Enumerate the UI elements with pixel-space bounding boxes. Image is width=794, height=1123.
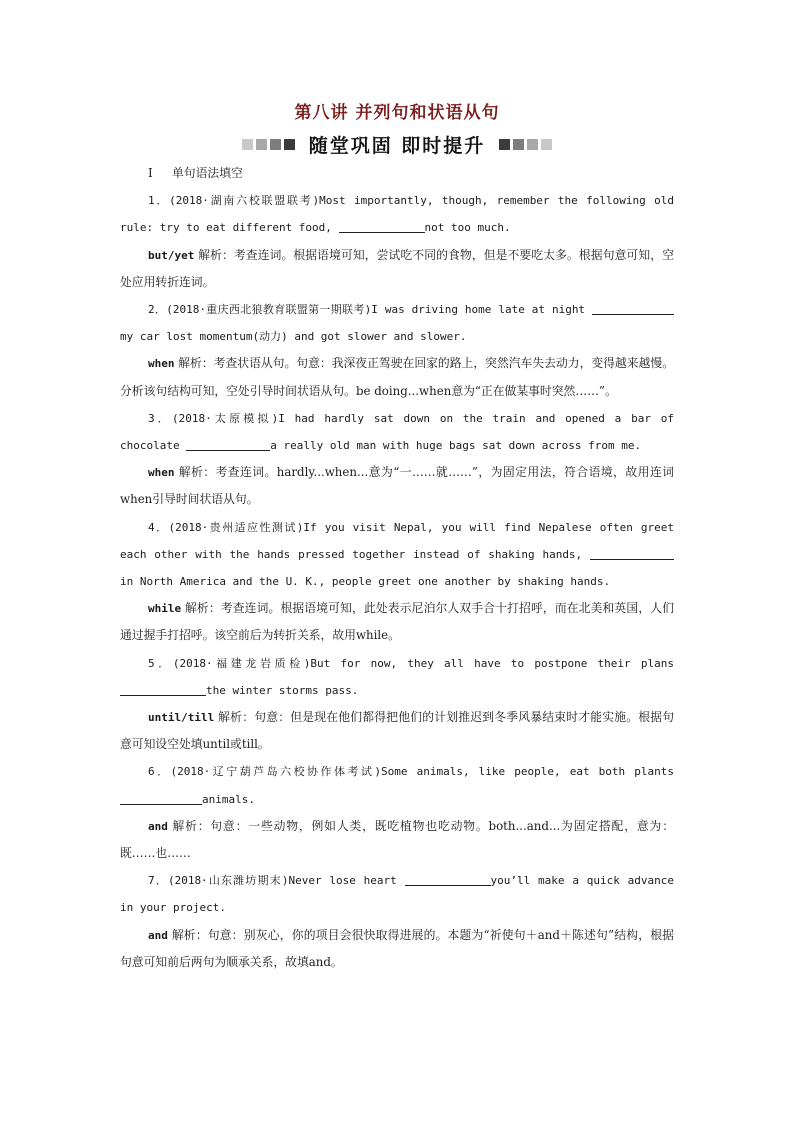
- answer-key: until/till: [148, 711, 215, 725]
- banner-square: [541, 139, 552, 150]
- answer-blank: [120, 790, 202, 805]
- answer-blank: [592, 300, 674, 315]
- answer-blank: [590, 545, 674, 560]
- section-numeral: Ⅰ: [148, 166, 153, 180]
- banner-squares-right: [499, 139, 552, 150]
- answer-analysis: when 解析：考查状语从句。句意：我深夜正驾驶在回家的路上，突然汽车失去动力，变得越来越慢。分析该句结构可知，空处引导时间状语从句。be doing...when意为“正在做某事时突然……”。: [120, 356, 674, 398]
- answer-analysis: until/till 解析：句意：但是现在他们都得把他们的计划推迟到冬季风暴结束时才能实施。根据句意可知设空处填until或till。: [120, 710, 674, 752]
- question-block: [120, 758, 674, 867]
- answer-analysis: and 解析：句意：别灰心，你的项目会很快取得进展的。本题为“祈使句＋and＋陈述句”结构，根据句意可知前后两句为顺承关系，故填and。: [120, 927, 674, 969]
- question-text: 2．(2018·重庆西北狼教育联盟第一期联考)I was driving home late at night my car lost momentum(动力) and got slower and slower.: [120, 296, 674, 350]
- answer-blank: [120, 681, 206, 696]
- question-block: [120, 867, 674, 976]
- banner-square: [270, 139, 281, 150]
- answer-blank: [339, 218, 425, 233]
- banner-square: [513, 139, 524, 150]
- banner-square: [256, 139, 267, 150]
- answer-key: but/yet: [148, 248, 195, 262]
- question-block: [120, 405, 674, 514]
- answer-analysis: but/yet 解析：考查连词。根据语境可知，尝试吃不同的食物，但是不要吃太多。根据句意可知，空处应用转折连词。: [120, 247, 674, 289]
- question-text: 6．(2018·辽宁葫芦岛六校协作体考试)Some animals, like people, eat both plantsanimals.: [120, 758, 674, 812]
- section-heading: [120, 160, 674, 187]
- banner-square: [527, 139, 538, 150]
- question-block: [120, 187, 674, 296]
- banner: [0, 130, 794, 158]
- answer-key: and: [148, 819, 168, 833]
- question-text: 3．(2018·太原模拟)I had hardly sat down on the train and opened a bar of chocolate a really old man with huge bags sat down across from me.: [120, 411, 674, 453]
- banner-square: [284, 139, 295, 150]
- question-text: 7．(2018·山东潍坊期末)Never lose heart you’ll make a quick advance in your project.: [120, 867, 674, 921]
- answer-analysis: and 解析：句意：一些动物，例如人类，既吃植物也吃动物。both...and...为固定搭配，意为：既……也……: [120, 818, 674, 861]
- answer-analysis: while 解析：考查连词。根据语境可知，此处表示尼泊尔人双手合十打招呼，而在北美和英国，人们通过握手打招呼。该空前后为转折关系，故用while。: [120, 601, 674, 643]
- banner-heading: 随堂巩固 即时提升: [308, 134, 486, 157]
- banner-square: [242, 139, 253, 150]
- question-block: [120, 514, 674, 650]
- answer-key: when: [148, 357, 175, 371]
- banner-squares-left: [242, 139, 295, 150]
- question-text: 4．(2018·贵州适应性测试)If you visit Nepal, you will find Nepalese often greet each other with the hands pressed together instead of shaking hands, in North America and the U. K., people greet one another by shaking hands.: [120, 520, 674, 589]
- exercise-content: [120, 160, 674, 976]
- answer-blank: [186, 436, 270, 451]
- answer-blank: [405, 871, 491, 886]
- answer-key: when: [148, 466, 175, 480]
- answer-key: and: [148, 928, 168, 942]
- question-text: 1．(2018·湖南六校联盟联考)Most importantly, though, remember the following old rule: try to eat different food, not too much.: [120, 194, 674, 235]
- question-text: 5．(2018·福建龙岩质检)But for now, they all have to postpone their plansthe winter storms pass.: [120, 650, 674, 704]
- banner-square: [499, 139, 510, 150]
- question-block: [120, 650, 674, 759]
- question-block: [120, 296, 674, 405]
- answer-key: while: [148, 602, 182, 616]
- section-label: 单句语法填空: [172, 166, 243, 180]
- lesson-title: 第八讲 并列句和状语从句: [294, 103, 500, 123]
- answer-analysis: when 解析：考查连词。hardly...when...意为“一……就……”，为固定用法，符合语境，故用连词when引导时间状语从句。: [120, 465, 674, 507]
